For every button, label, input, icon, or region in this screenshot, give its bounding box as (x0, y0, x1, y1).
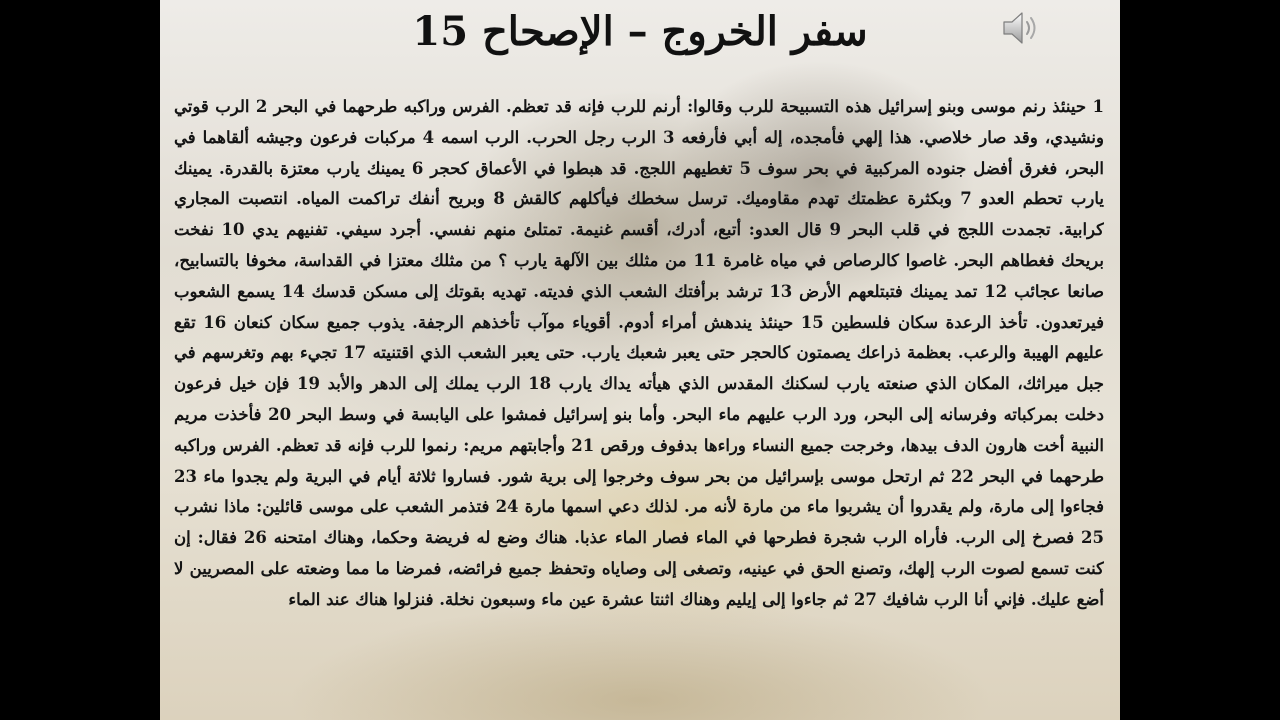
speaker-icon-graphic (1000, 8, 1046, 48)
slide-title: سفر الخروج – الإصحاح 15 (412, 8, 868, 55)
slide-body-text: 1 حينئذ رنم موسى وبنو إسرائيل هذه التسبيحة للرب وقالوا: أرنم للرب فإنه قد تعظم. الفرس وراكبه طرحهما في البحر 2 الرب قوتي ونشيدي، وقد صار خلاصي. هذا إلهي فأمجده، إله أبي فأرفعه 3 الرب رجل الحرب. الرب اسمه 4 مركبات فرعون وجيشه ألقاهما في البحر، فغرق أفضل جنوده المركبية في بحر سوف 5 تغطيهم اللجج. قد هبطوا في الأعماق كحجر 6 يمينك يارب معتزة بالقدرة. يمينك يارب تحطم العدو 7 وبكثرة عظمتك تهدم مقاوميك. ترسل سخطك فيأكلهم كالقش 8 وبريح أنفك تراكمت المياه. انتصبت المجاري كرابية. تجمدت اللجج في قلب البحر 9 قال العدو: أتبع، أدرك، أقسم غنيمة. تمتلئ منهم نفسي. أجرد سيفي. تفنيهم يدي 10 نفخت بريحك فغطاهم البحر. غاصوا كالرصاص في مياه غامرة 11 من مثلك بين الآلهة يارب ؟ من مثلك معتزا في القداسة، مخوفا بالتسابيح، صانعا عجائب 12 تمد يمينك فتبتلعهم الأرض 13 ترشد برأفتك الشعب الذي فديته. تهديه بقوتك إلى مسكن قدسك 14 يسمع الشعوب فيرتعدون. تأخذ الرعدة سكان فلسطين 15 حينئذ يندهش أمراء أدوم. أقوياء موآب تأخذهم الرجفة. يذوب جميع سكان كنعان 16 تقع عليهم الهيبة والرعب. بعظمة ذراعك يصمتون كالحجر حتى يعبر شعبك يارب. حتى يعبر الشعب الذي اقتنيته 17 تجيء بهم وتغرسهم في جبل ميراثك، المكان الذي صنعته يارب لسكنك المقدس الذي هيأته يداك يارب 18 الرب يملك إلى الدهر والأبد 19 فإن خيل فرعون دخلت بمركباته وفرسانه إلى البحر، ورد الرب عليهم ماء البحر. وأما بنو إسرائيل فمشوا على اليابسة في وسط البحر 20 فأخذت مريم النبية أخت هارون الدف بيدها، وخرجت جميع النساء وراءها بدفوف ورقص 21 وأجابتهم مريم: رنموا للرب فإنه قد تعظم. الفرس وراكبه طرحهما في البحر 22 ثم ارتحل موسى بإسرائيل من بحر سوف وخرجوا إلى برية شور. فساروا ثلاثة أيام في البرية ولم يجدوا ماء 23 فجاءوا إلى مارة، ولم يقدروا أن يشربوا ماء من مارة لأنه مر. لذلك دعي اسمها مارة 24 فتذمر الشعب على موسى قائلين: ماذا نشرب 25 فصرخ إلى الرب. فأراه الرب شجرة فطرحها في الماء فصار الماء عذبا. هناك وضع له فريضة وحكما، وهناك امتحنه 26 فقال: إن كنت تسمع لصوت الرب إلهك، وتصنع الحق في عينيه، وتصغى إلى وصاياه وتحفظ جميع فرائضه، فمرضا ما مما وضعته على المصريين لا أضع عليك. فإني أنا الرب شافيك 27 ثم جاءوا إلى إيليم وهناك اثنتا عشرة عين ماء وسبعون نخلة. فنزلوا هناك عند الماء (174, 97, 1104, 609)
speaker-icon[interactable] (1000, 8, 1046, 48)
presentation-slide (160, 0, 1120, 720)
